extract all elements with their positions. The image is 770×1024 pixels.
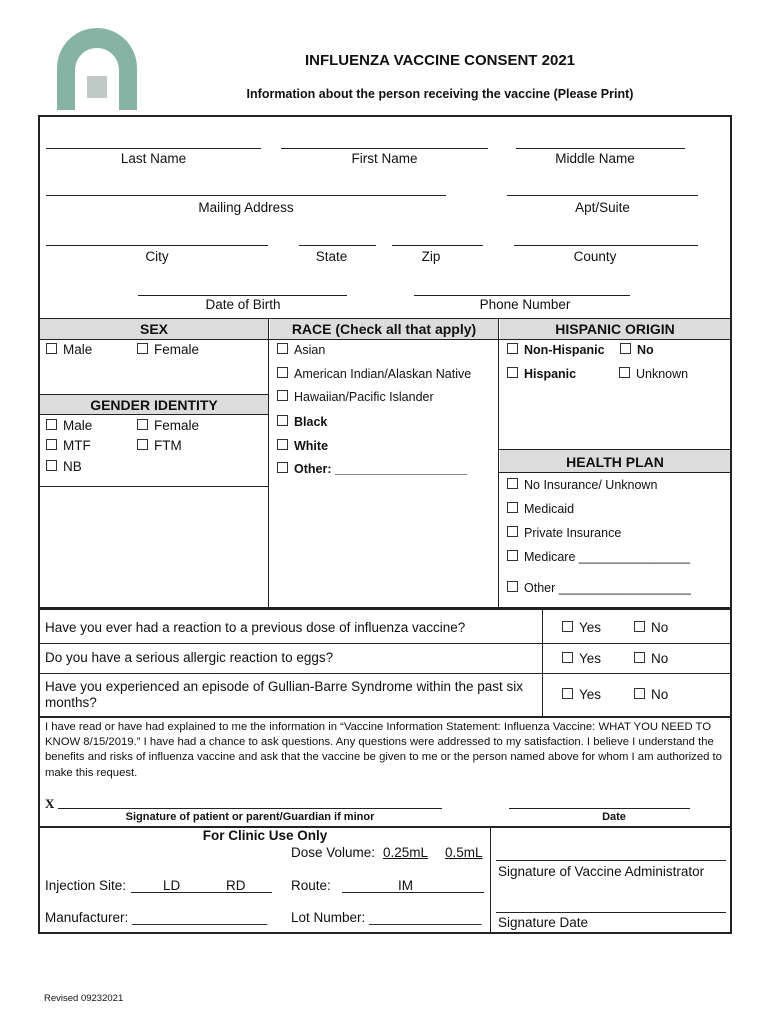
checkbox-icon [507,367,518,378]
gender-top-line [38,394,269,395]
hp-medicaid[interactable] [507,502,574,516]
race-other-label: Other: ___________________ [294,462,468,476]
q3-yes-label: Yes [579,687,602,702]
question-row-1-line [38,643,732,644]
checkbox-icon [46,439,57,450]
patient-signature-label: Signature of patient or parent/Guardian if minor [125,811,375,823]
checkbox-icon [619,367,630,378]
gender-title: GENDER IDENTITY [90,397,218,413]
checkbox-icon [137,343,148,354]
clinic-title: For Clinic Use Only [202,828,328,843]
race-title: RACE (Check all that apply) [291,321,477,337]
signature-date-line[interactable] [496,912,726,913]
dose-05-label: 0.5mL [445,845,483,860]
hp-medicare[interactable] [507,550,690,564]
patient-signature-line[interactable] [58,808,442,809]
checkbox-icon [562,652,573,663]
hp-medicaid-label: Medicaid [524,502,575,516]
gender-mtf-label: MTF [63,438,91,453]
race-hispanic-divider [498,318,499,608]
mailing-address-line[interactable] [46,195,446,196]
checkbox-icon [277,439,288,450]
checkbox-icon [634,621,645,632]
hp-other-label: Other ___________________ [524,581,691,595]
first-name-label: First Name [351,151,418,166]
zip-line[interactable] [392,245,483,246]
first-name-line[interactable] [281,148,488,149]
questions-divider [542,608,543,718]
gender-male[interactable] [46,418,92,433]
checkbox-icon [507,526,518,537]
gender-female-label: Female [154,418,200,433]
hispanic-no-label: No [637,343,654,357]
checkbox-icon [137,419,148,430]
q1-yes[interactable] [562,620,601,635]
consent-text: I have read or have had explained to me the information in “Vaccine Information Statement: Influenza Vaccine: WHAT YOU NEED TO KNOW 8/15/2019.” I have had a chance to ask questions. Any questions were addressed to my satisfaction. I believe I understand the benefits and risks of influenza vaccine and ask that the vaccine be given to me or the person named above for whom I am authorized to make this request. [45,721,722,779]
race-ai-an[interactable] [277,367,471,381]
race-asian[interactable] [277,343,325,357]
gender-section-end [38,486,269,487]
route-line[interactable] [342,892,484,893]
route-value[interactable]: IM [398,878,413,893]
question-2: Do you have a serious allergic reaction to eggs? [45,650,334,665]
county-label: County [573,249,617,264]
q1-yes-label: Yes [579,620,602,635]
hispanic-unknown[interactable] [619,367,688,381]
hp-other[interactable] [507,581,691,595]
revised-date: Revised 09232021 [44,993,124,1004]
gender-male-label: Male [63,418,93,433]
city-label: City [145,249,169,264]
sex-race-divider [268,318,269,608]
checkbox-icon [277,367,288,378]
q1-no-label: No [651,620,669,635]
mailing-address-label: Mailing Address [198,200,294,215]
sex-female-label: Female [154,342,200,357]
checkbox-icon [507,502,518,513]
checkbox-icon [137,439,148,450]
last-name-label: Last Name [120,151,187,166]
state-label: State [315,249,348,264]
checkbox-icon [46,343,57,354]
admin-signature-line[interactable] [496,860,726,861]
sex-male-label: Male [63,342,93,357]
section-top-line [38,318,732,319]
route-label: Route: [291,878,331,893]
race-other[interactable] [277,462,467,476]
checkbox-icon [46,419,57,430]
logo-icon [55,26,139,110]
checkbox-icon [277,415,288,426]
checkbox-icon [562,621,573,632]
q3-no[interactable] [634,687,668,702]
q3-no-label: No [651,687,669,702]
checkbox-icon [507,550,518,561]
checkbox-icon [562,688,573,699]
middle-name-label: Middle Name [555,151,635,166]
gender-bottom-line [38,414,269,415]
page-subtitle: Information about the person receiving the vaccine (Please Print) [246,87,634,101]
county-line[interactable] [514,245,698,246]
q1-no[interactable] [634,620,668,635]
hp-no-insurance[interactable] [507,478,657,492]
hispanic-label: Hispanic [524,367,577,381]
checkbox-icon [507,478,518,489]
checkbox-icon [507,581,518,592]
health-plan-top-line [498,449,732,450]
gender-nb[interactable] [46,459,82,474]
q2-no[interactable] [634,651,668,666]
injection-site-line[interactable] [131,892,272,893]
hp-no-insurance-label: No Insurance/ Unknown [524,478,658,492]
dose-option-025[interactable] [383,845,428,860]
header-bottom-line [38,339,732,340]
q2-no-label: No [651,651,669,666]
dose-option-05[interactable] [445,845,483,860]
gender-female[interactable] [137,418,199,433]
signature-date-label: Signature Date [498,915,589,930]
race-black-label: Black [294,415,328,429]
manufacturer-field[interactable]: Manufacturer: __________________ [45,910,268,925]
middle-name-line[interactable] [516,148,685,149]
clinic-divider [490,826,491,934]
phone-label: Phone Number [479,297,571,312]
page-title: INFLUENZA VACCINE CONSENT 2021 [304,52,576,69]
race-hpi-label: Hawaiian/Pacific Islander [294,390,434,404]
non-hispanic-label: Non-Hispanic [524,343,605,357]
sex-male[interactable] [46,342,92,357]
checkbox-icon [277,343,288,354]
sex-title: SEX [139,321,168,337]
race-black[interactable] [277,415,327,429]
race-ai-an-label: American Indian/Alaskan Native [294,367,472,381]
race-white-label: White [294,439,329,453]
consent-date-label: Date [602,811,626,823]
form-box [38,115,732,609]
checkbox-icon [277,462,288,473]
hispanic-unknown-label: Unknown [636,367,689,381]
hispanic-no[interactable] [620,343,654,357]
phone-line[interactable] [414,295,630,296]
gender-ftm-label: FTM [154,438,182,453]
state-line[interactable] [299,245,376,246]
hp-private-label: Private Insurance [524,526,622,540]
q2-yes-label: Yes [579,651,602,666]
race-hpi[interactable] [277,390,434,404]
site-rd[interactable]: RD [226,878,246,893]
checkbox-icon [634,652,645,663]
site-ld[interactable]: LD [163,878,181,893]
gender-mtf[interactable] [46,438,91,453]
zip-label: Zip [421,249,441,264]
last-name-line[interactable] [46,148,261,149]
hispanic-non[interactable] [507,343,605,357]
q3-yes[interactable] [562,687,601,702]
dob-label: Date of Birth [205,297,281,312]
question-row-2-line [38,673,732,674]
dose-025-label: 0.25mL [383,845,429,860]
signature-x-mark: X [45,796,55,811]
checkbox-icon [507,343,518,354]
sex-female[interactable] [137,342,199,357]
checkbox-icon [277,390,288,401]
dose-volume-label: Dose Volume: [291,845,376,860]
gender-nb-label: NB [63,459,82,474]
injection-site-label: Injection Site: [45,878,127,893]
hispanic-title: HISPANIC ORIGIN [555,321,675,337]
dob-line[interactable] [138,295,347,296]
question-3: Have you experienced an episode of Gullian-Barre Syndrome within the past six months? [45,679,524,710]
apt-suite-line[interactable] [507,195,698,196]
city-line[interactable] [46,245,268,246]
lot-number-field[interactable]: Lot Number: _______________ [291,910,482,925]
hp-medicare-label: Medicare ________________ [524,550,691,564]
health-plan-title: HEALTH PLAN [566,454,664,470]
race-white[interactable] [277,439,328,453]
checkbox-icon [46,460,57,471]
hispanic-yes[interactable] [507,367,576,381]
consent-date-line[interactable] [509,808,690,809]
hp-private[interactable] [507,526,621,540]
health-plan-bottom-line [498,472,732,473]
gender-ftm[interactable] [137,438,182,453]
race-asian-label: Asian [294,343,326,357]
logo [55,26,139,110]
question-1: Have you ever had a reaction to a previous dose of influenza vaccine? [45,620,466,635]
apt-suite-label: Apt/Suite [575,200,630,215]
checkbox-icon [634,688,645,699]
checkbox-icon [620,343,631,354]
admin-signature-label: Signature of Vaccine Administrator [498,864,705,879]
q2-yes[interactable] [562,651,601,666]
